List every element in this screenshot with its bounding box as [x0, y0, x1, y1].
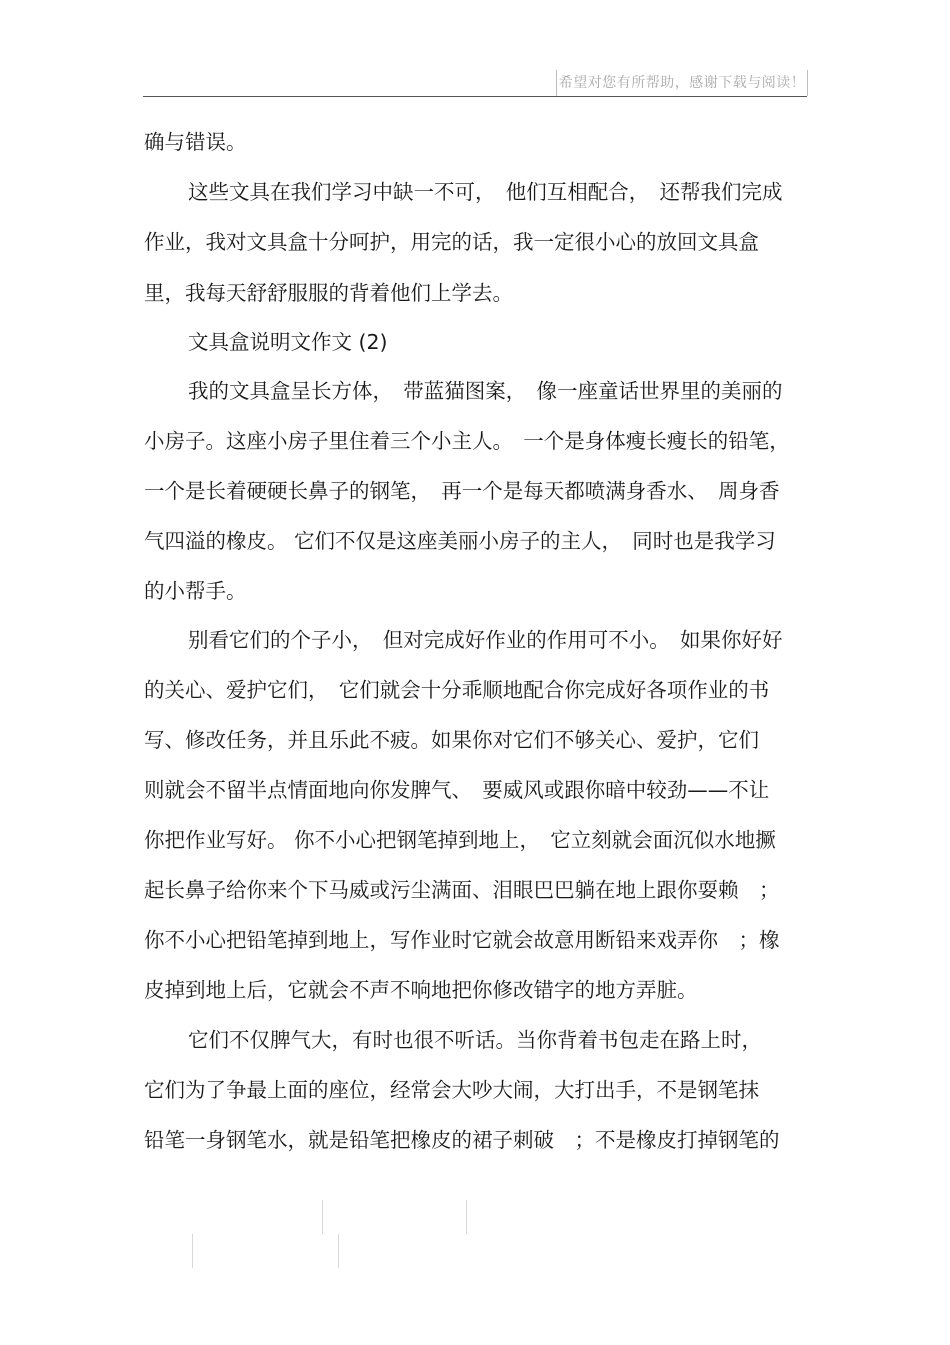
paragraph-line: 别看它们的个子小， 但对完成好作业的作用可不小。 如果你好好 — [188, 628, 783, 652]
text-line: 它们为了争最上面的座位，经常会大吵大闹，大打出手，不是钢笔抹 — [144, 1078, 759, 1102]
text-line: 你把作业写好。 你不小心把钢笔掉到地上， 它立刻就会面沉似水地撅 — [144, 828, 776, 852]
header-divider — [143, 96, 807, 97]
text-line: 一个是长着硬硬长鼻子的钢笔， 再一个是每天都喷满身香水、 周身香 — [144, 479, 780, 503]
scan-artifact-line — [322, 1200, 323, 1234]
text-line: 的小帮手。 — [144, 579, 247, 603]
text-line: 皮掉到地上后，它就会不声不响地把你修改错字的地方弄脏。 — [144, 978, 698, 1002]
paragraph-line: 它们不仅脾气大，有时也很不听话。当你背着书包走在路上时， — [188, 1028, 762, 1052]
text-line: 则就会不留半点情面地向你发脾气、 要威风或跟你暗中较劲——不让 — [144, 778, 770, 802]
paragraph-line: 我的文具盒呈长方体， 带蓝猫图案， 像一座童话世界里的美丽的 — [188, 379, 783, 403]
header-banner: 希望对您有所帮助，感谢下载与阅读！ — [556, 70, 808, 96]
text-line: 小房子。这座小房子里住着三个小主人。 一个是身体瘦长瘦长的铅笔， — [144, 429, 790, 453]
text-line: 作业，我对文具盒十分呵护，用完的话，我一定很小心的放回文具盒 — [144, 230, 759, 254]
paragraph-line: 这些文具在我们学习中缺一不可， 他们互相配合， 还帮我们完成 — [188, 180, 783, 204]
text-line: 的关心、爱护它们， 它们就会十分乖顺地配合你完成好各项作业的书 — [144, 678, 770, 702]
text-line: 起长鼻子给你来个下马威或污尘满面、泪眼巴巴躺在地上跟你耍赖 ； — [144, 878, 780, 902]
text-line: 你不小心把铅笔掉到地上，写作业时它就会故意用断铅来戏弄你 ；橡 — [144, 928, 780, 952]
scan-artifact-line — [466, 1200, 467, 1234]
scan-artifact-line — [192, 1234, 193, 1268]
section-heading: 文具盒说明文作文 (2) — [188, 330, 388, 354]
text-line: 气四溢的橡皮。 它们不仅是这座美丽小房子的主人， 同时也是我学习 — [144, 529, 776, 553]
scan-artifact-line — [338, 1234, 339, 1268]
text-line: 确与错误。 — [144, 130, 247, 154]
text-line: 里，我每天舒舒服服的背着他们上学去。 — [144, 281, 513, 305]
text-line: 写、修改任务，并且乐此不疲。如果你对它们不够关心、爱护，它们 — [144, 728, 759, 752]
text-line: 铅笔一身钢笔水，就是铅笔把橡皮的裙子刺破 ；不是橡皮打掉钢笔的 — [144, 1128, 780, 1152]
